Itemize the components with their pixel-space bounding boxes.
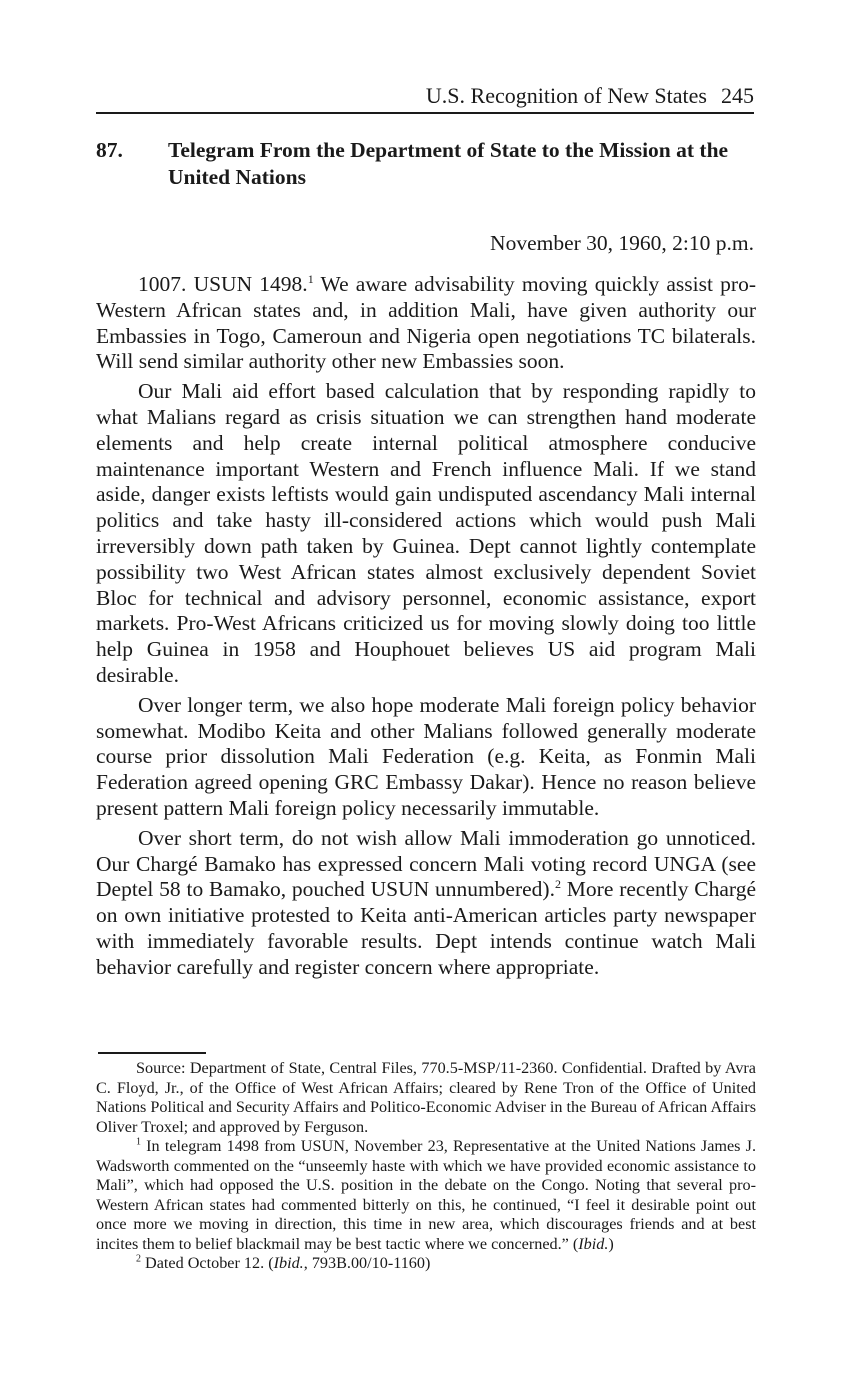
body-paragraph-4-text-a: Over short term, do not wish allow Mali immoderation go unnoticed. Our Chargé Bamako has expressed concern Mali voting record UNGA (see Deptel 58 to Bamako, pouched USUN unnumbered). — [96, 825, 756, 902]
body-paragraph-4-text-b: More recently Chargé on own initiative protested to Keita anti-American articles party newspaper with immediately favorable results. Dept intends continue watch Mali behavior carefully and register concern where appropriate. — [96, 877, 756, 979]
body-paragraph-2: Our Mali aid effort based calculation that by responding rapidly to what Malians regard as crisis situation we can strengthen hand moderate elements and help create internal political atmosphere conducive maintenance important Western and French influence Mali. If we stand aside, danger exists leftists would gain undisputed ascendancy Mali internal politics and take hasty ill-considered actions which would push Mali irreversibly down path taken by Guinea. Dept cannot lightly contemplate possibility two West African states almost exclusively dependent Soviet Bloc for technical and advisory personnel, economic assistance, export markets. Pro-West Africans criticized us for moving slowly doing too little help Guinea in 1958 and Houphouet believes US aid program Mali desirable. — [96, 379, 756, 687]
running-title: U.S. Recognition of New States — [425, 83, 707, 108]
footnote-ref-1: 1 — [307, 271, 314, 286]
running-head — [96, 82, 754, 114]
footnote-divider — [98, 1052, 206, 1054]
document-heading — [96, 137, 756, 191]
footnote-1-ibid: Ibid. — [578, 1234, 609, 1253]
source-note: Source: Department of State, Central Files, 770.5-MSP/11-2360. Confidential. Drafted by Avra C. Floyd, Jr., of the Office of West African Affairs; cleared by Rene Tron of the Office of United Nations Political and Security Affairs and Politico-Economic Adviser in the Bureau of African Affairs Oliver Troxel; and approved by Ferguson. — [96, 1059, 756, 1136]
body-paragraph-1 — [96, 272, 756, 375]
footnote-2 — [96, 1254, 756, 1274]
body-paragraph-4 — [96, 826, 756, 981]
footnote-2-text: Dated October 12. ( — [141, 1254, 274, 1272]
footnote-2-ibid: Ibid. — [273, 1254, 304, 1272]
footnote-ref-2: 2 — [554, 877, 561, 892]
page-number: 245 — [721, 83, 754, 108]
footnote-1-close: ) — [608, 1234, 614, 1253]
dateline: November 30, 1960, 2:10 p.m. — [490, 231, 754, 255]
document-number: 87. — [96, 138, 123, 162]
body-paragraph-1-text: We aware advisability moving quickly assist pro-Western African states and, in addition Mali, have given authority our Embassies in Togo, Cameroun and Nigeria open negotiations TC bilaterals. Will send similar authority other new Embassies soon. — [96, 272, 756, 374]
footnote-1-text: In telegram 1498 from USUN, November 23, Representative at the United Nations James J. Wadsworth commented on the “unseemly haste with which we have provided economic assistance to Mali”, which had opposed the U.S. position in the debate on the Congo. Noting that several pro-Western African states had commented bitterly on this, he continued, “I feel it desirable point out once more we moving in direction, this time in new area, which discourages friends and at best incites them to belief blackmail may be best tactic where we concerned.” ( — [96, 1137, 756, 1253]
body-paragraph-3: Over longer term, we also hope moderate Mali foreign policy behavior somewhat. Modibo Keita and other Malians followed generally moderate course prior dissolution Mali Federation (e.g. Keita, as Fonmin Mali Federation agreed opening GRC Embassy Dakar). Hence no reason believe present pattern Mali foreign policy necessarily immutable. — [96, 692, 756, 820]
telegram-reference: 1007. USUN 1498. — [138, 272, 308, 296]
footnote-2-close: , 793B.00/10-1160) — [303, 1254, 431, 1272]
telegram-body — [96, 272, 756, 985]
footnote-1 — [96, 1137, 756, 1254]
footnotes — [96, 1059, 756, 1274]
footnote-2-marker: 2 — [136, 1253, 141, 1265]
document-title: Telegram From the Department of State to the Mission at the United Nations — [168, 138, 729, 189]
footnote-1-marker: 1 — [136, 1136, 141, 1148]
